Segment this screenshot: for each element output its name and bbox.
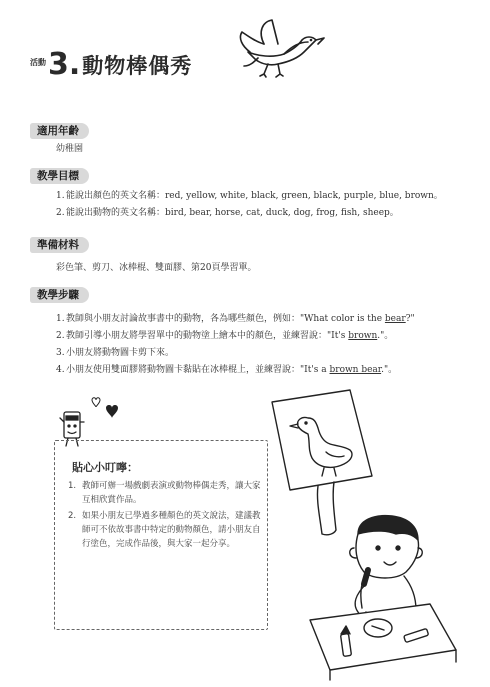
goals-list [56,190,443,219]
bird-illustration [228,18,328,78]
activity-number: 3 [48,47,69,82]
tip-item: 1. 教師可辦一場戲劇表演或動物棒偶走秀，讓大家互相欣賞作品。 [68,481,261,505]
step-item: 4.小朋友使用雙面膠將動物圖卡黏貼在冰棒棍上，並練習說："It's a brown bear."。 [56,365,398,375]
child-coloring-illustration [300,500,460,680]
activity-number-dot: . [68,47,81,82]
activity-prefix: 活動 [30,58,46,67]
section-label-steps: 教學步驟 [30,287,89,303]
activity-title: 動物棒偶秀 [82,54,193,78]
step-item: 1.教師與小朋友討論故事書中的動物，各為哪些顏色，例如："What color is the bear?" [56,314,415,324]
steps-list [56,313,415,376]
step-item: 3.小朋友將動物圖卡剪下來。 [56,348,175,358]
tips-list [68,479,266,553]
section-label-materials: 準備材料 [30,237,89,253]
materials-text: 彩色筆、剪刀、冰棒棍、雙面膠、第20頁學習單。 [56,263,257,273]
goal-item: 2.能說出動物的英文名稱：bird, bear, horse, cat, duck, dog, frog, fish, sheep。 [56,208,399,218]
age-text: 幼稚園 [56,144,84,154]
section-label-goals: 教學目標 [30,168,89,184]
tips-title: 貼心小叮嚀： [72,461,138,474]
heart-icon [92,398,100,407]
heart-icon [106,405,118,418]
activity-title-row [30,47,193,82]
goal-item: 1.能說出顏色的英文名稱：red, yellow, white, black, green, black, purple, blue, brown。 [56,191,443,201]
tip-item: 2. 如果小朋友已學過多種顏色的英文說法，建議教師可不依故事書中特定的動物顏色，請小朋友自行塗色，完成作品後，與大家一起分享。 [68,511,261,549]
section-label-age: 適用年齡 [30,123,89,139]
step-item: 2.教師引導小朋友將學習單中的動物塗上繪本中的顏色，並練習說："It's brown."。 [56,331,394,341]
